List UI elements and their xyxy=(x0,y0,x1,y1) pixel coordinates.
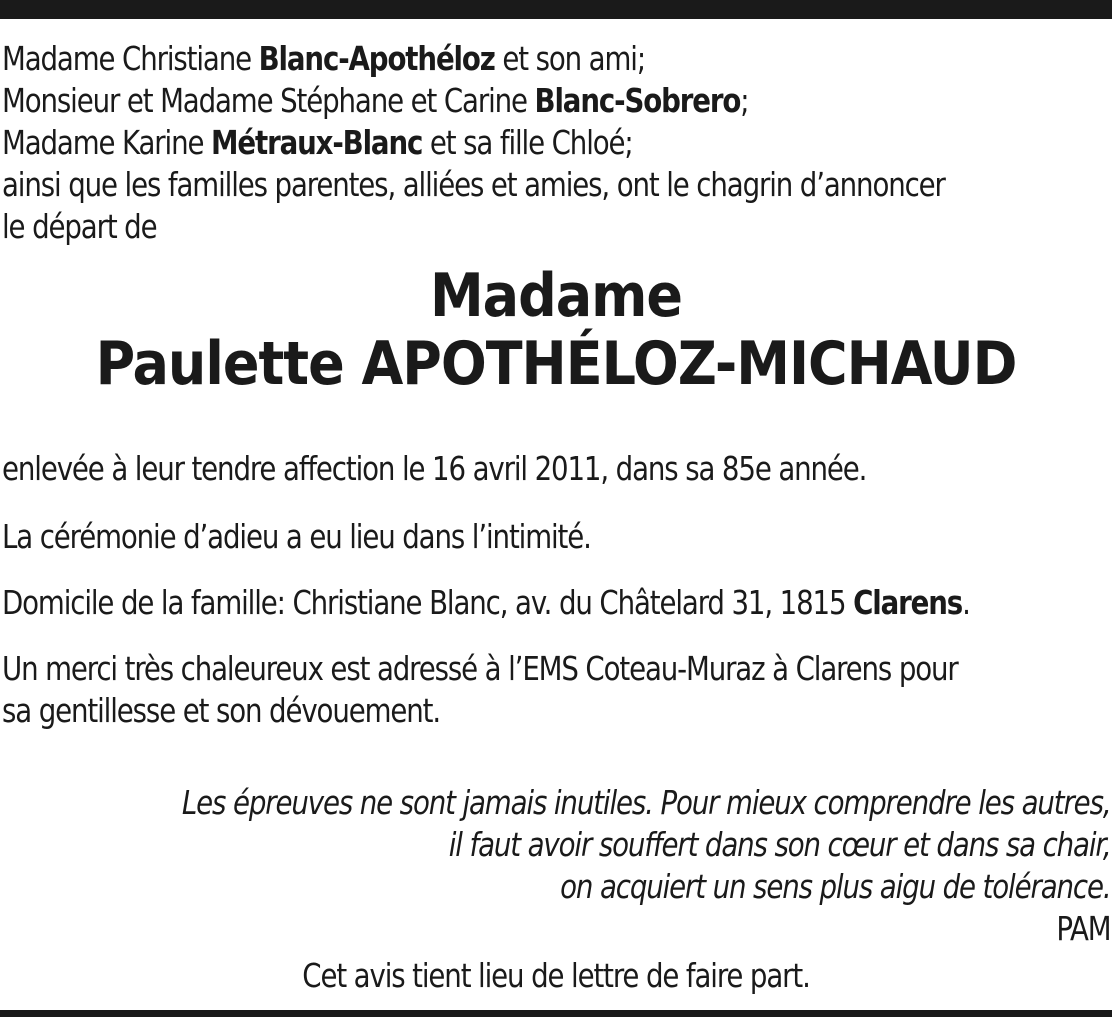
family-line-2-suffix: ; xyxy=(740,81,749,120)
family-line-3-name: Métraux-Blanc xyxy=(211,123,423,162)
deceased-name-block xyxy=(0,262,1112,398)
ceremony-info: La cérémonie d’adieu a eu lieu dans l’intimité. xyxy=(2,517,591,556)
thanks-line-2: sa gentillesse et son dévouement. xyxy=(2,691,440,730)
domicile-address: Domicile de la famille: Christiane Blanc, av. du Châtelard 31, 1815 xyxy=(2,583,854,622)
family-line-1 xyxy=(2,38,1109,80)
family-line-2 xyxy=(2,80,1109,122)
quote-line-2: il faut avoir souffert dans son cœur et dans sa chair, xyxy=(448,825,1110,864)
top-rule xyxy=(0,0,1112,19)
domicile-suffix: . xyxy=(962,583,970,622)
deceased-name: Paulette APOTHÉLOZ-MICHAUD xyxy=(95,329,1017,399)
family-list xyxy=(2,38,1109,248)
family-line-4 xyxy=(2,164,1109,206)
thanks-line-1: Un merci très chaleureux est adressé à l’EMS Coteau-Muraz à Clarens pour xyxy=(2,649,958,688)
family-announcement xyxy=(2,38,1110,248)
thanks-message xyxy=(2,648,958,732)
death-announcement: enlevée à leur tendre affection le 16 avril 2011, dans sa 85e année. xyxy=(2,449,867,488)
quote-line-1: Les épreuves ne sont jamais inutiles. Pour mieux comprendre les autres, xyxy=(181,783,1110,822)
quote-line-3: on acquiert un sens plus aigu de tolérance. xyxy=(559,867,1110,906)
family-line-3-text: Madame Karine xyxy=(2,123,212,162)
deceased-title: Madame xyxy=(429,261,683,331)
family-line-2-name: Blanc-Sobrero xyxy=(534,81,741,120)
family-line-3 xyxy=(2,122,1109,164)
family-line-5-text: le départ de xyxy=(2,207,157,246)
family-line-3-suffix: et sa fille Chloé; xyxy=(422,123,633,162)
family-line-1-suffix: et son ami; xyxy=(494,39,646,78)
family-domicile xyxy=(2,582,970,624)
family-line-2-text: Monsieur et Madame Stéphane et Carine xyxy=(2,81,535,120)
quote-author: PAM xyxy=(1055,909,1110,948)
family-line-1-name: Blanc-Apothéloz xyxy=(258,39,495,78)
domicile-town: Clarens xyxy=(853,583,963,622)
family-line-4-text: ainsi que les familles parentes, alliées et amies, ont le chagrin d’annoncer xyxy=(2,165,945,204)
memorial-quote xyxy=(181,782,1110,950)
notice-footer: Cet avis tient lieu de lettre de faire part. xyxy=(302,956,810,995)
family-line-5 xyxy=(2,206,1109,248)
bottom-rule xyxy=(0,1010,1112,1017)
family-line-1-text: Madame Christiane xyxy=(2,39,259,78)
